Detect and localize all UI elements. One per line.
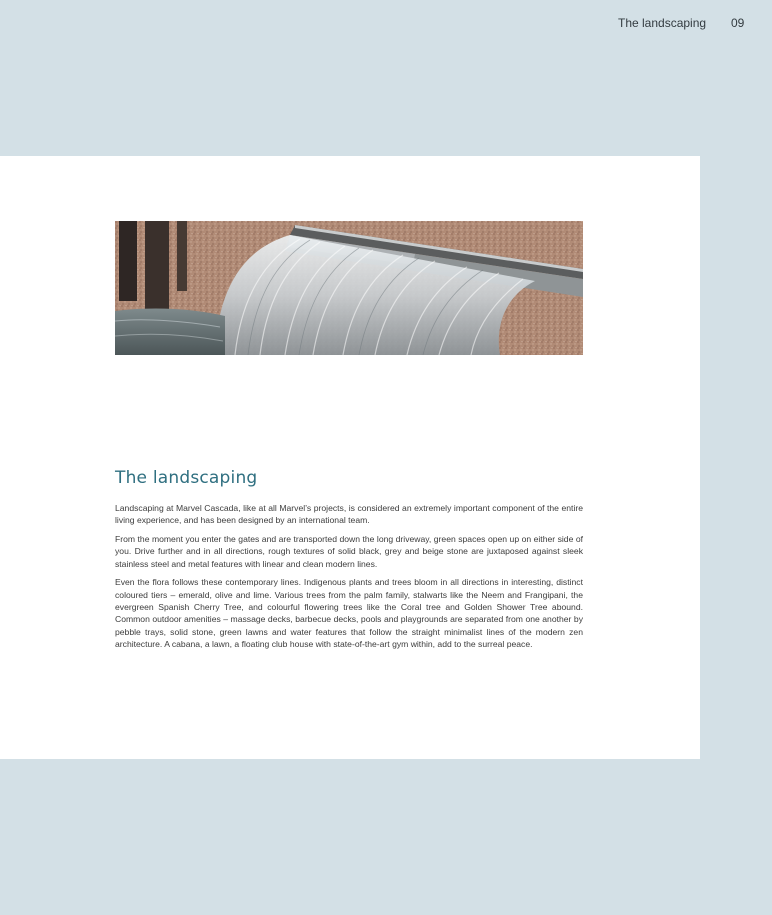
water-cascade-illustration	[115, 221, 583, 355]
article-heading: The landscaping	[115, 468, 258, 488]
article-paragraph: Landscaping at Marvel Cascada, like at all Marvel’s projects, is considered an extremely important component of the entire living experience, and has been designed by an international team.	[115, 503, 583, 526]
page-number: 09	[731, 16, 745, 30]
article	[115, 468, 583, 657]
running-header	[0, 16, 772, 32]
page-panel	[0, 156, 700, 759]
article-paragraph: From the moment you enter the gates and are transported down the long driveway, green spaces open up on either side of you. Drive further and in all directions, rough textures of solid black, grey and beige stone are juxtaposed against sleek stainless steel and metal features with linear and clean modern lines.	[115, 534, 583, 569]
running-header-title: The landscaping	[618, 16, 707, 30]
article-paragraph: Even the flora follows these contemporary lines. Indigenous plants and trees bloom in all directions in interesting, distinct coloured tiers – emerald, olive and lime. Various trees from the palm family, stalwarts like the Neem and Frangipani, the evergreen Spanish Cherry Tree, and colourful flowering trees like the Coral tree and Golden Shower Tree abound. Common outdoor amenities – massage decks, barbecue decks, pools and playgrounds are separated from one another by pebble trays, solid stone, green lawns and water features that follow the straight minimalist lines of the modern zen architecture. A cabana, a lawn, a floating club house with state-of-the-art gym within, add to the surreal peace.	[115, 577, 583, 649]
water-cascade-photo	[115, 221, 583, 355]
